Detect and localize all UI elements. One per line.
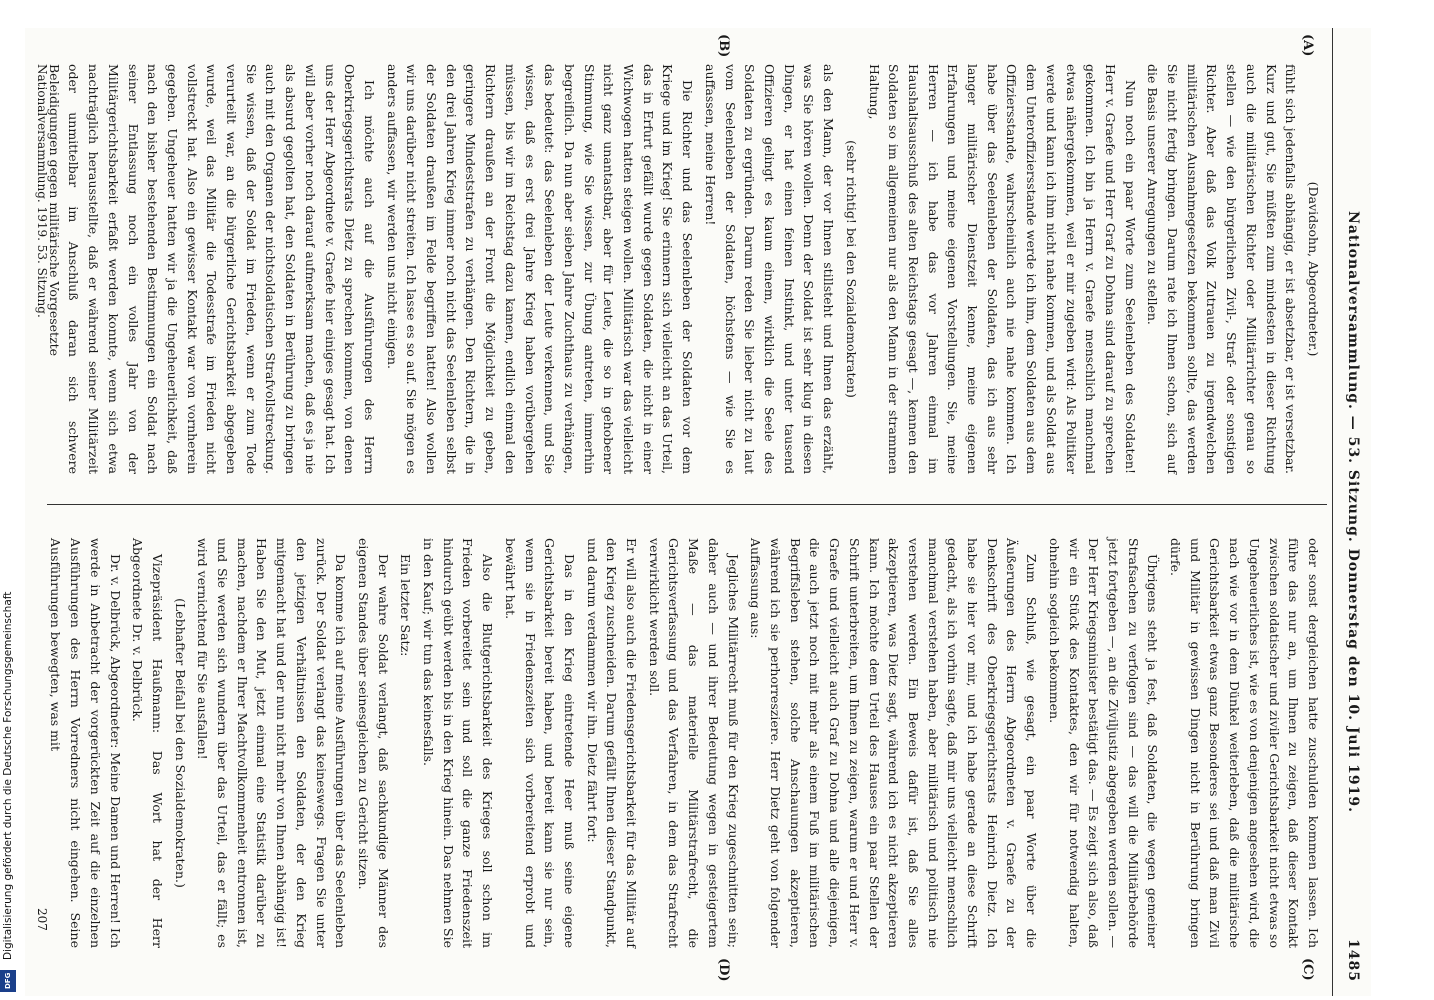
paragraph: Übrigens steht ja fest, daß Soldaten, die wegen gemeiner Strafsachen zu verfolgen sind — das will die Militärbehörde jetzt fortgeben —, an die Ziviljustiz abgegeben werden sollen. — Der Herr Kriegsminister bestätigt das. — Es zeigt sich also, daß wir ein Stück des Kontaktes, den wir für notwendig halten, ohnehin sogleich bekommen. <box>1046 538 1161 948</box>
paragraph: Vizepräsident Haußmann: Das Wort hat der Herr Abgeordnete Dr. v. Delbrück. <box>130 538 165 948</box>
paragraph: Ich möchte auch auf die Ausführungen des Herrn Oberkriegsgerichtsrats Dietz zu sprechen kommen, von denen uns der Herr Abgeordnete v. Graefe hier einiges gesagt hat. Ich will aber vorher noch darauf aufmerksam machen, daß es ja nie als absurd gegolten hat, den Soldaten in Berührung zu bringen auch mit den Organen der nichtsoldatischen Strafvollstreckung. Sie wissen, daß der Soldat im Frieden, wenn er zum Tode verurteilt war, an die bürgerliche Gerichtsbarkeit abgegeben wurde, weil das Militär die Todesstrafe im Frieden nicht vollstreckt hat. Also ein gewisser Kontakt war von vornherein gegeben. Ungeheuer hatten wir ja die Ungeheuerlichkeit, daß nach den bisher bestehenden Bestimmungen ein Soldat nach seiner Entlassung noch ein volles Jahr von der Militärgerichtsbarkeit erfaßt werden konnte, wenn sich etwa nachträglich herausstellte, daß er während seiner Militärzeit oder unmittelbar im Anschluß daran sich schwere Beleidigungen gegen militärische Vorgesetzte <box>46 64 377 474</box>
paragraph: fühlt sich jedenfalls abhängig, er ist absetzbar, er ist versetzbar. Kurz und gut, Sie müßten zum mindesten in dieser Richtung auch die militärischen Richter oder Militärrichter genau so stellen — wie den bürgerlichen Zivil-, Straf- oder sonstigen Richter. Aber daß das Volk Zutrauen zu irgendwelchen militärischen Ausnahmegesetzen bekommen sollte, das werden Sie nicht fertig bringen. Darum rate ich Ihnen schon, sich auf die Basis unserer Anregungen zu stellen. <box>1145 64 1299 474</box>
speaker-attribution: (Davidsohn, Abgeordneter.) <box>1306 181 1321 357</box>
interjection: (sehr richtig! bei den Sozialdemokraten) <box>843 140 859 398</box>
interjection: (Lebhafter Beifall bei den Sozialdemokraten.) <box>172 598 188 888</box>
running-header <box>1332 28 1371 996</box>
paragraph: Er will also auch die Friedensgerichtsbarkeit für das Militär auf den Krieg zuschneiden. Darum gefällt Ihnen dieser Standpunkt, und darum verdammen wir ihn. Dietz fährt fort: <box>584 538 640 948</box>
margin-marker-a: (A) <box>1300 34 1315 57</box>
page-number: 1485 <box>1345 939 1361 982</box>
paragraph: Die Richter und das Seelenleben der Soldaten vor dem Kriege und im Krieg! Sie erinnern sich vielleicht an das Urteil, das in Erfurt gefällt wurde gegen Soldaten, die nicht in einer Wichwogen hatten steigen wollen. Militärisch war das vielleicht nicht ganz unantastbar, aber für Leute, die so in gehobener Stimmung, wie Sie wissen, zur Übung antreten, immerhin begreiflich. Da nun aber sieben Jahre Zuchthaus zu verhängen, das bedeutet: das Seelenleben der Leute verkennen, und Sie wissen, daß es erst drei Jahre Krieg haben vorübergehen müssen, bis wir im Reichstag dazu kamen, endlich einmal den Richtern draußen an der Front die Möglichkeit zu geben, geringere Mindeststrafen zu verhängen. Den Richtern, die in den drei Jahren Krieg immer noch nicht das Seelenleben selbst der Soldaten draußen im Felde begriffen hatten! Also wollen wir uns darüber nicht streiten. Ich lasse es so auf. Sie mögen es anders auffassen, wir werden uns nicht einigen. <box>384 64 696 474</box>
column-divider <box>47 504 1327 505</box>
paragraph: Zum Schluß, wie gesagt, ein paar Worte über die Äußerungen des Herrn Abgeordneten v. Graefe zu der Denkschrift des Oberkriegsgerichtsrats Heinrich Dietz. Ich habe sie hier vor mir, und ich habe gerade an diese Schrift gedacht, als ich vorhin sagte, daß mir uns vielleicht menschlich manchmal verstehen haben, aber militärisch und politisch nie verstehen werden. Ein Beweis dafür ist, daß Sie alles akzeptieren, was Dietz sagt, während ich es nicht akzeptieren kann. Ich möchte dem Urteil des Hauses ein paar Stellen der Schrift unterbreiten, um Ihnen zu zeigen, warum er und Herr v. Graefe und vielleicht auch Graf zu Dohna und alle diejenigen, die auch jetzt noch mit mehr als einem Fuß im militärischen Begriffsleben stehen, solche Anschauungen akzeptieren, während ich sie perhorresziere. Herr Dietz geht von folgender Auffassung aus: <box>748 538 1040 948</box>
scanned-page <box>25 28 1371 996</box>
right-text-column <box>48 538 1323 948</box>
quotation: Das in den Krieg eintretende Heer muß seine eigene Gerichtsbarkeit bereit haben, und bereit kann sie nur sein, wenn sie in Friedenszeiten sich vorbereitend erprobt und bewährt hat. <box>502 538 577 948</box>
footer-sheet-number: 207 <box>35 908 49 931</box>
paragraph: Ein letzter Satz: <box>398 554 414 657</box>
margin-marker-d: (D) <box>716 958 731 982</box>
quotation: Jegliches Militärrecht muß für den Krieg zugeschnitten sein; daher auch — und ihrer Bedeutung wegen in gesteigertem Maße — das materielle Militärstrafrecht, die Gerichtsverfassung und das Verfahren, in dem das Strafrecht verwirklicht werden soll. <box>646 538 741 948</box>
paragraph: Dr. v. Delbrück, Abgeordneter: Meine Damen und Herren! Ich werde in Anbetracht der vorgerückten Zeit auf die einzelnen Ausführungen des Herrn Vorredners nicht eingehen. Seine Ausführungen bewegten, was mit <box>48 538 123 948</box>
quotation: Der wahre Soldat verlangt, daß sachkundige Männer des eigenen Standes über seinesgleichen zu Gericht sitzen. <box>355 538 391 948</box>
digitization-notice: Digitalisierung gefördert durch die Deutsche Forschungsgemeinschaft <box>2 591 14 960</box>
left-text-column <box>46 64 1323 474</box>
paragraph: oder sonst dergleichen hatte zuschulden kommen lassen. Ich führe das nur an, um Ihnen zu zeigen, daß dieser Kontakt zwischen soldatischer und ziviler Gerichtsbarkeit nicht etwas so Ungeheuerliches ist, wie es von denjenigen angesehen wird, die nach wie vor in dem Dünkel weiterleben, daß die militärische Gerichtsbarkeit etwas ganz Besonderes sei und daß man Zivil und Militär in gewissen Dingen nicht in Berührung bringen dürfe. <box>1168 538 1321 948</box>
footer-left: Nationalversammlung. 1919. 53. Sitzung. <box>35 64 49 318</box>
margin-marker-c: (C) <box>1300 958 1315 981</box>
paragraph: Also die Blutgerichtsbarkeit des Krieges soll schon im Frieden vorbereitet sein und soll die ganze Friedenszeit hindurch geübt werden bis in den Krieg hinein. Das nehmen Sie in den Kauf; wir tun das keinesfalls. <box>421 538 496 948</box>
margin-marker-b: (B) <box>716 34 731 58</box>
paragraph: Nun noch ein paar Worte zum Seelenleben des Soldaten! Herr v. Graefe und Herr Graf zu Dohna sind darauf zu sprechen gekommen. Ich bin ja Herrn v. Graefe menschlich manchmal etwas nähergekommen, weil er mir zugeben wird: Als Politiker werde und kann ich ihm nicht nahe kommen, und als Soldat aus dem Unteroffiziersstande werde ich ihm, dem Soldaten aus dem Offiziersstande, wahrscheinlich auch nie nahe kommen. Ich habe über das Seelenleben der Soldaten, das ich aus sehr langer militärischer Dienstzeit kenne, meine eigenen Erfahrungen und meine eigenen Vorstellungen. Sie, meine Herren — ich habe das vor Jahren einmal im Haushaltsausschuß des alten Reichstags gesagt —, kennen den Soldaten so im allgemeinen nur als den Mann in der strammen Haltung, <box>866 64 1138 474</box>
paragraph: als den Mann, der vor Ihnen stillsteht und Ihnen das erzählt, was Sie hören wollen. Denn der Soldat ist sehr klug in diesen Dingen, er hat einen feinen Instinkt, und unter tausend Offizieren gelingt es kaum einem, wirklich die Seele des Soldaten zu ergründen. Darum reden Sie lieber nicht zu laut vom Seelenleben der Soldaten, höchstens — wie Sie es auffassen, meine Herren! <box>702 64 837 474</box>
running-header-title: Nationalversammlung. — 53. Sitzung. Donnerstag den 10. Juli 1919. <box>1345 211 1361 813</box>
paragraph: Da komme ich auf meine Ausführungen über das Seelenleben zurück. Der Soldat verlangt das keineswegs. Fragen Sie unter den jetzigen Verhältnissen den Soldaten, der den Krieg mitgemacht hat und der nun nicht mehr von Ihnen abhängig ist! Haben Sie den Mut, jetzt einmal eine Statistik darüber zu machen, nachdem er Ihrer Machtvollkommenheit entronnen ist, und Sie werden sich wundern über das Urteil, das er fällt; es wird vernichtend für Sie ausfallen! <box>195 538 349 948</box>
dfg-logo: DFG <box>0 970 16 992</box>
